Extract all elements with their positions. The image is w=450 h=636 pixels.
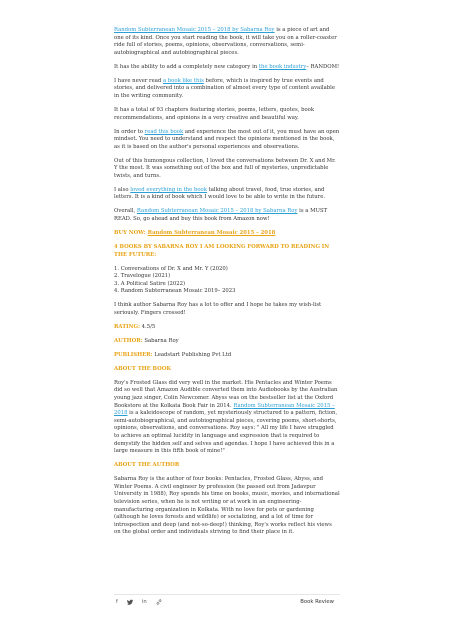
paragraph-1: Random Subterranean Mosaic 2015 – 2018 by Sabarna Roy is a piece of art and one of its kind. Once you start reading the book, it will take you on a roller-coaster ride full of stories, poems, opinions, observations, conversations, semi-autobiographical and autobiographical pieces. xyxy=(114,27,337,56)
rating: RATING: 4.5/5 xyxy=(114,323,156,330)
paragraph-5: In order to read this book and experience the most out of it, you must have an open mindset. You need to understand and respect the opinions mentioned in the book, as it is based on the author's personal experiences and observations. xyxy=(114,128,340,150)
linkedin-icon[interactable]: in xyxy=(141,599,147,605)
post-footer xyxy=(114,594,340,607)
article-body xyxy=(114,27,340,543)
author: AUTHOR: Sabarna Roy xyxy=(114,337,179,344)
buy-now-link[interactable]: Random Subterranean Mosaic 2015 – 2018 xyxy=(147,230,276,236)
category-link[interactable]: Book Review xyxy=(300,599,334,605)
buy-now: BUY NOW: Random Subterranean Mosaic 2015 – 2018 xyxy=(114,230,276,236)
publisher: PUBLISHER: Leadstart Publishing Pvt Ltd xyxy=(114,351,232,358)
twitter-icon[interactable] xyxy=(127,599,133,607)
about-book-link[interactable]: Random Subterranean Mosaic 2015 – 2018 xyxy=(114,402,335,417)
about-book-text: Roy's Frosted Glass did very well in the market. His Pentacles and Winter Poems did so well that Amazon Audible converted them into Audiobooks by the Australian young jazz singer, Colin Newcomer. Abyss was on the bestseller list at the Oxford Bookstore at the Kolkata Book Fair in 2014. Random Subterranean Mosaic 2015 – 2018 is a kaleidoscope of random, yet mysteriously structured to a pattern, fiction, semi-autobiographical, and autobiographical pieces, covering poems, short-shorts, opinions, observations, and conversations. Roy says: " All my life I have struggled to achieve an optimal lucidity in language and expression that is required to demystify the hidden self and selves and agendas. I hope I have achieved this in a large measure in this fifth book of mine!" xyxy=(114,379,338,455)
book-industry-link[interactable]: the book industry xyxy=(258,63,307,70)
about-book-heading: ABOUT THE BOOK xyxy=(114,365,171,372)
share-icons xyxy=(116,599,162,607)
link-icon[interactable] xyxy=(156,599,162,607)
about-author-heading: ABOUT THE AUTHOR xyxy=(114,462,180,469)
book-link[interactable]: Random Subterranean Mosaic 2015 – 2018 by Sabarna Roy xyxy=(114,27,275,33)
book-like-this-link[interactable]: a book like this xyxy=(162,77,204,84)
paragraph-9: I think author Sabarna Roy has a lot to offer and I hope he takes my wish-list seriously. Fingers crossed! xyxy=(114,302,322,316)
list-item: 2. Travelogue (2021) xyxy=(114,273,171,280)
list-item: 4. Random Subterranean Mosaic 2019– 2023 xyxy=(114,288,236,295)
books-list xyxy=(114,266,340,296)
list-item: 3. A Political Satire (2022) xyxy=(114,280,186,287)
list-item: 1. Conversations of Dr. X and Mr. Y (2020) xyxy=(114,265,228,272)
overall-book-link[interactable]: Random Subterranean Mosaic 2015 – 2018 by Sabarna Roy xyxy=(136,208,298,215)
forward-heading: 4 BOOKS BY SABARNA ROY I AM LOOKING FORWARD TO READING IN THE FUTURE: xyxy=(114,243,330,258)
about-author-text: Sabarna Roy is the author of four books: Pentacles, Frosted Glass, Abyss, and Winter Poems. A civil engineer by profession (he passed out from Jadavpur University in 1988), Roy spends his time on books, music, movies, and international television series, when he is not writing or at work in an engineering-manufacturing organization in Kolkata. With no love for pets or gardening (although he loves forests and wildlife) or socializing, and a lot of time for introspection and deep (and not-so-deep!) thinking, Roy's works reflect his views on the global order and individuals striving to find their place in it. xyxy=(114,476,340,536)
paragraph-7: I also loved everything in the book talking about travel, food, true stories, and letters. It is a kind of book which I would love to be able to write in the future. xyxy=(114,186,326,201)
facebook-icon[interactable]: f xyxy=(116,599,118,605)
read-this-book-link[interactable]: read this book xyxy=(144,128,184,135)
paragraph-6: Out of this humongous collection, I loved the conversations between Dr. X and Mr. Y the most. It was something out of the box and full of mysteries, unpredictable twists, and turns. xyxy=(114,157,336,179)
loved-everything-link[interactable]: loved everything in the book xyxy=(130,186,207,193)
paragraph-3: I have never read a book like this before, which is inspired by true events and stories, and delivered into a combination of almost every type of content available in the writing community. xyxy=(114,77,335,99)
paragraph-8: Overall, Random Subterranean Mosaic 2015 – 2018 by Sabarna Roy is a MUST READ. So, go ahead and buy this book from Amazon now! xyxy=(114,208,328,223)
paragraph-4: It has a total of 93 chapters featuring stories, poems, letters, quotes, book recommendations, and opinions in a very creative and beautiful way. xyxy=(114,106,315,121)
paragraph-2: It has the ability to add a completely new category in the book industry– RANDOM! xyxy=(114,63,340,70)
